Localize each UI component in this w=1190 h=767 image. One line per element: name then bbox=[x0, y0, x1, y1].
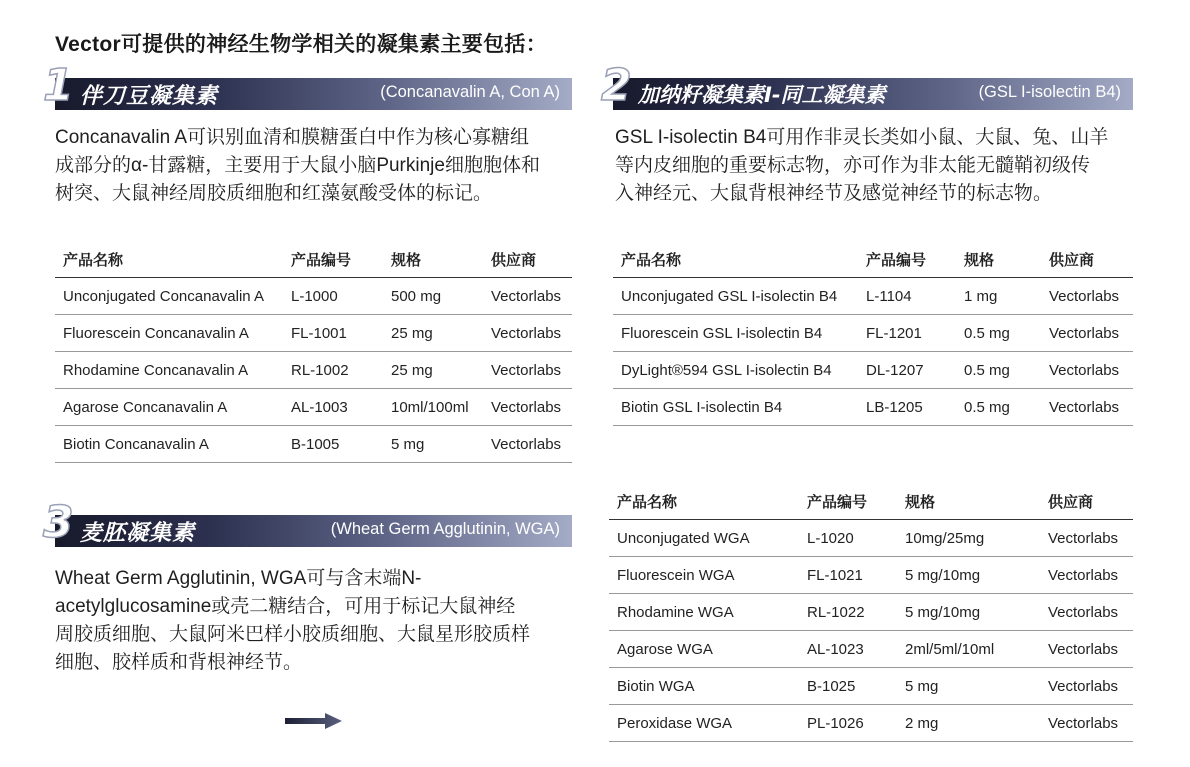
product-name-cell: Fluorescein GSL I-isolectin B4 bbox=[613, 315, 858, 352]
section-title: 加纳籽凝集素I-同工凝集素 bbox=[638, 83, 886, 107]
size-cell: 500 mg bbox=[383, 278, 483, 315]
header-product-code: 产品编号 bbox=[799, 483, 897, 520]
size-cell: 10mg/25mg bbox=[897, 520, 1040, 557]
description-line: acetylglucosamine或壳二糖结合，可用于标记大鼠神经 bbox=[55, 596, 516, 617]
size-cell: 5 mg bbox=[897, 668, 1040, 705]
section-title: 麦胚凝集素 bbox=[80, 521, 196, 546]
supplier-cell: Vectorlabs bbox=[1041, 389, 1133, 426]
header-product-name: 产品名称 bbox=[55, 241, 283, 278]
section-header-wga bbox=[43, 497, 572, 548]
table-row bbox=[55, 315, 572, 352]
table-row bbox=[55, 426, 572, 463]
description-line: GSL I-isolectin B4可用作非灵长类如小鼠、大鼠、兔、山羊 bbox=[615, 127, 1109, 148]
product-code-cell: L-1104 bbox=[858, 278, 956, 315]
size-cell: 0.5 mg bbox=[956, 389, 1041, 426]
product-name-cell: Agarose WGA bbox=[609, 631, 799, 668]
description-line: 入神经元、大鼠背根神经节及感觉神经节的标志物。 bbox=[615, 183, 1053, 204]
product-code-cell: FL-1021 bbox=[799, 557, 897, 594]
size-cell: 1 mg bbox=[956, 278, 1041, 315]
product-table-gsl bbox=[613, 241, 1133, 426]
supplier-cell: Vectorlabs bbox=[1041, 278, 1133, 315]
supplier-cell: Vectorlabs bbox=[1040, 668, 1133, 705]
section-header-con-a bbox=[43, 60, 572, 111]
section-subtitle: (Wheat Germ Agglutinin, WGA) bbox=[330, 520, 560, 538]
product-name-cell: Biotin Concanavalin A bbox=[55, 426, 283, 463]
supplier-cell: Vectorlabs bbox=[483, 426, 572, 463]
section-description-wga bbox=[55, 565, 530, 677]
arrow-right-icon bbox=[285, 713, 343, 734]
table-header-row bbox=[55, 241, 572, 278]
section-number: 2 bbox=[601, 60, 632, 111]
description-line: 成部分的α-甘露糖，主要用于大鼠小脑Purkinje细胞胞体和 bbox=[55, 155, 540, 176]
product-code-cell: FL-1201 bbox=[858, 315, 956, 352]
header-size: 规格 bbox=[956, 241, 1041, 278]
table-row bbox=[609, 557, 1133, 594]
header-supplier: 供应商 bbox=[1041, 241, 1133, 278]
table-header-row bbox=[613, 241, 1133, 278]
table-row bbox=[609, 520, 1133, 557]
table-row bbox=[55, 389, 572, 426]
header-supplier: 供应商 bbox=[1040, 483, 1133, 520]
product-code-cell: L-1020 bbox=[799, 520, 897, 557]
supplier-cell: Vectorlabs bbox=[1040, 705, 1133, 742]
product-name-cell: Unconjugated WGA bbox=[609, 520, 799, 557]
table-row bbox=[55, 352, 572, 389]
product-code-cell: LB-1205 bbox=[858, 389, 956, 426]
section-number: 1 bbox=[43, 60, 74, 111]
product-code-cell: AL-1023 bbox=[799, 631, 897, 668]
supplier-cell: Vectorlabs bbox=[1040, 594, 1133, 631]
supplier-cell: Vectorlabs bbox=[1040, 520, 1133, 557]
supplier-cell: Vectorlabs bbox=[483, 352, 572, 389]
table-row bbox=[609, 705, 1133, 742]
product-name-cell: Fluorescein Concanavalin A bbox=[55, 315, 283, 352]
table-row bbox=[609, 594, 1133, 631]
product-name-cell: Unconjugated GSL I-isolectin B4 bbox=[613, 278, 858, 315]
size-cell: 10ml/100ml bbox=[383, 389, 483, 426]
header-product-name: 产品名称 bbox=[609, 483, 799, 520]
header-size: 规格 bbox=[897, 483, 1040, 520]
product-code-cell: B-1005 bbox=[283, 426, 383, 463]
description-line: 周胶质细胞、大鼠阿米巴样小胶质细胞、大鼠星形胶质样 bbox=[55, 624, 531, 645]
table-header-row bbox=[609, 483, 1133, 520]
description-line: Concanavalin A可识别血清和膜糖蛋白中作为核心寡糖组 bbox=[55, 127, 530, 148]
supplier-cell: Vectorlabs bbox=[1040, 557, 1133, 594]
size-cell: 0.5 mg bbox=[956, 315, 1041, 352]
product-code-cell: PL-1026 bbox=[799, 705, 897, 742]
product-code-cell: RL-1022 bbox=[799, 594, 897, 631]
product-code-cell: DL-1207 bbox=[858, 352, 956, 389]
section-header-gsl bbox=[601, 60, 1133, 111]
product-name-cell: Biotin WGA bbox=[609, 668, 799, 705]
supplier-cell: Vectorlabs bbox=[483, 315, 572, 352]
supplier-cell: Vectorlabs bbox=[483, 389, 572, 426]
table-row bbox=[613, 352, 1133, 389]
product-name-cell: Peroxidase WGA bbox=[609, 705, 799, 742]
size-cell: 2ml/5ml/10ml bbox=[897, 631, 1040, 668]
header-product-code: 产品编号 bbox=[858, 241, 956, 278]
supplier-cell: Vectorlabs bbox=[1041, 315, 1133, 352]
product-name-cell: Biotin GSL I-isolectin B4 bbox=[613, 389, 858, 426]
product-name-cell: Agarose Concanavalin A bbox=[55, 389, 283, 426]
product-code-cell: AL-1003 bbox=[283, 389, 383, 426]
size-cell: 2 mg bbox=[897, 705, 1040, 742]
product-name-cell: Unconjugated Concanavalin A bbox=[55, 278, 283, 315]
section-title: 伴刀豆凝集素 bbox=[80, 84, 219, 109]
section-subtitle: (Concanavalin A, Con A) bbox=[380, 83, 560, 101]
product-name-cell: Rhodamine WGA bbox=[609, 594, 799, 631]
supplier-cell: Vectorlabs bbox=[1040, 631, 1133, 668]
header-product-name: 产品名称 bbox=[613, 241, 858, 278]
table-row bbox=[613, 389, 1133, 426]
product-table-wga bbox=[609, 483, 1133, 742]
description-line: 树突、大鼠神经周胶质细胞和红藻氨酸受体的标记。 bbox=[55, 183, 493, 204]
table-row bbox=[613, 278, 1133, 315]
size-cell: 25 mg bbox=[383, 315, 483, 352]
page-heading: Vector可提供的神经生物学相关的凝集素主要包括： bbox=[55, 33, 547, 56]
product-code-cell: FL-1001 bbox=[283, 315, 383, 352]
product-code-cell: B-1025 bbox=[799, 668, 897, 705]
table-row bbox=[609, 668, 1133, 705]
product-code-cell: RL-1002 bbox=[283, 352, 383, 389]
description-line: 细胞、胶样质和背根神经节。 bbox=[55, 652, 303, 673]
section-number: 3 bbox=[43, 497, 74, 548]
size-cell: 0.5 mg bbox=[956, 352, 1041, 389]
product-name-cell: Rhodamine Concanavalin A bbox=[55, 352, 283, 389]
product-name-cell: DyLight®594 GSL I-isolectin B4 bbox=[613, 352, 858, 389]
header-size: 规格 bbox=[383, 241, 483, 278]
product-name-cell: Fluorescein WGA bbox=[609, 557, 799, 594]
size-cell: 5 mg/10mg bbox=[897, 557, 1040, 594]
size-cell: 5 mg/10mg bbox=[897, 594, 1040, 631]
table-row bbox=[609, 631, 1133, 668]
size-cell: 25 mg bbox=[383, 352, 483, 389]
header-supplier: 供应商 bbox=[483, 241, 572, 278]
section-subtitle: (GSL I-isolectin B4) bbox=[978, 83, 1121, 101]
size-cell: 5 mg bbox=[383, 426, 483, 463]
supplier-cell: Vectorlabs bbox=[483, 278, 572, 315]
description-line: Wheat Germ Agglutinin, WGA可与含末端N- bbox=[55, 568, 422, 589]
supplier-cell: Vectorlabs bbox=[1041, 352, 1133, 389]
header-product-code: 产品编号 bbox=[283, 241, 383, 278]
description-line: 等内皮细胞的重要标志物，亦可作为非太能无髓鞘初级传 bbox=[615, 155, 1091, 176]
section-description-gsl bbox=[615, 124, 1108, 208]
table-row bbox=[613, 315, 1133, 352]
product-table-con-a bbox=[55, 241, 572, 463]
product-code-cell: L-1000 bbox=[283, 278, 383, 315]
section-description-con-a bbox=[55, 124, 540, 208]
table-row bbox=[55, 278, 572, 315]
